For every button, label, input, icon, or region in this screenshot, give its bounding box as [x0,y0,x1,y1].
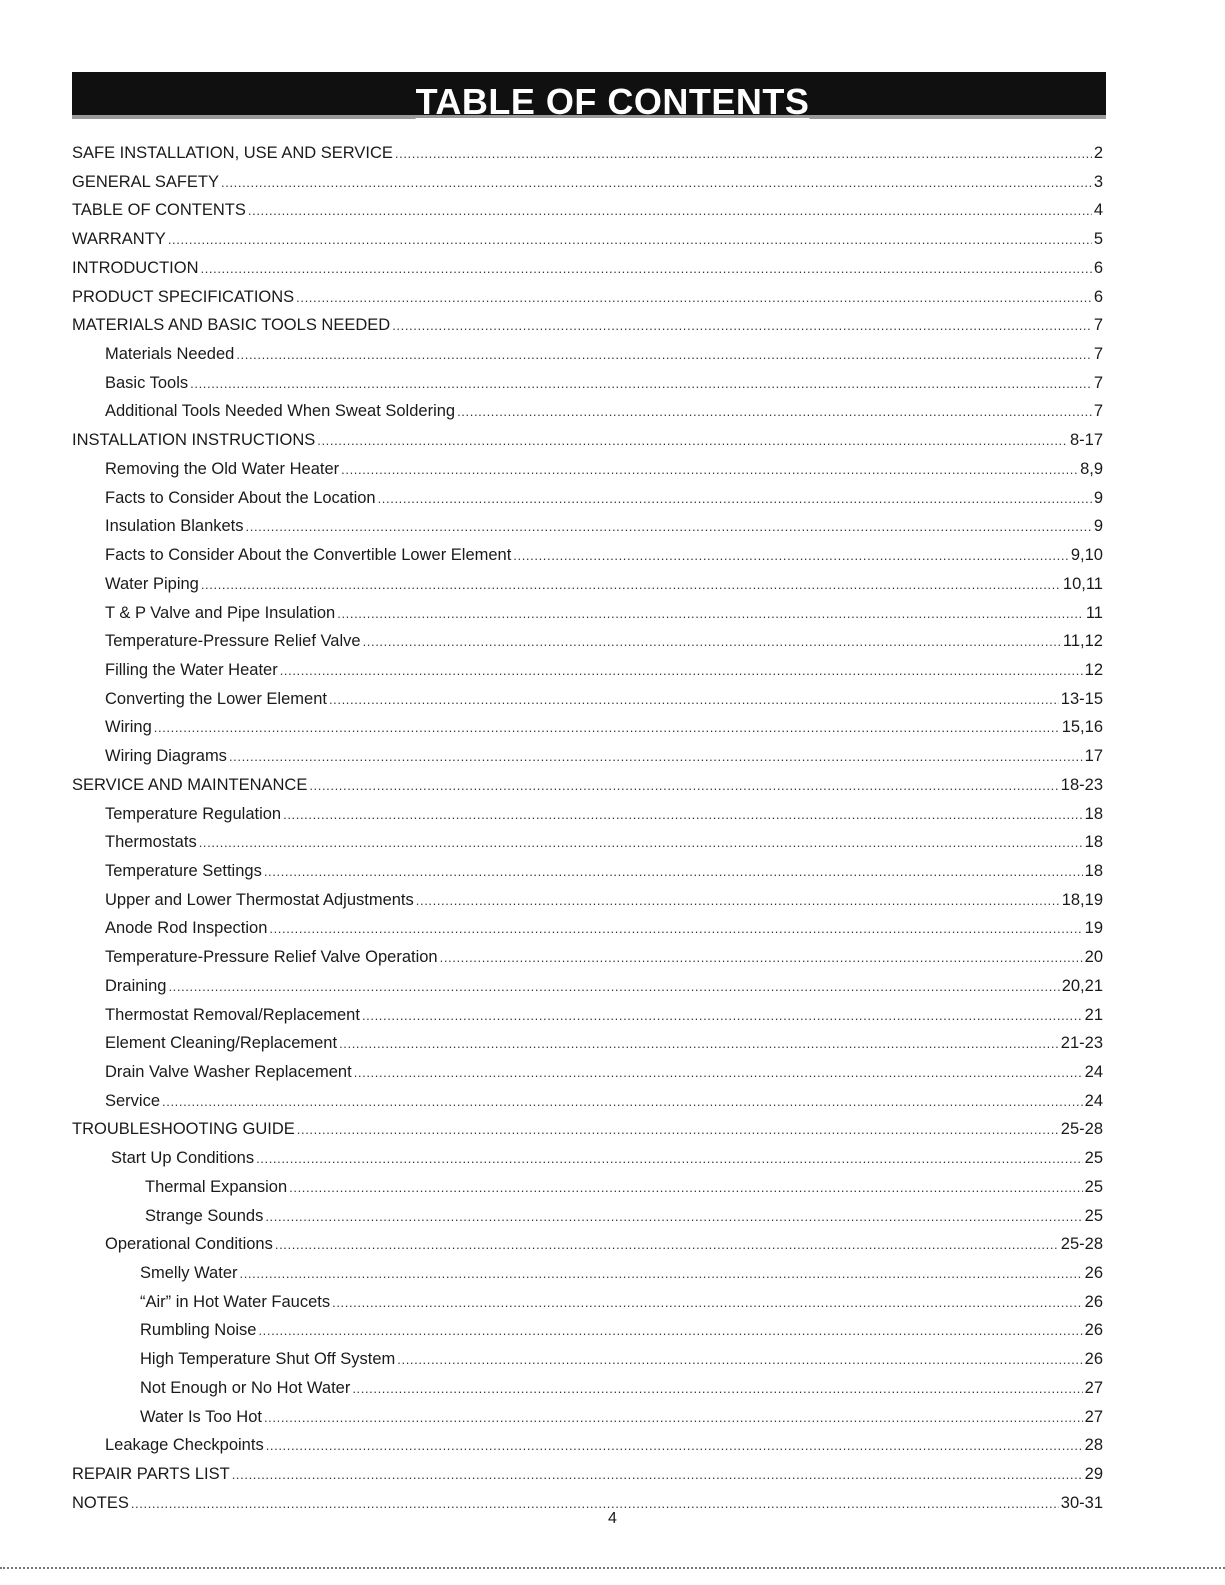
dot-leader [258,1317,1082,1345]
toc-entry-page: 27 [1084,1407,1103,1426]
dot-leader [397,1346,1082,1374]
toc-entry-label: Water Piping [105,574,199,593]
toc-entry[interactable] [72,311,1103,340]
toc-entry-page: 18-23 [1060,775,1103,794]
toc-entry-label: MATERIALS AND BASIC TOOLS NEEDED [72,316,391,335]
toc-entry-label: Facts to Consider About the Convertible Lower Element [105,546,512,565]
dot-leader [440,944,1083,972]
toc-entry-page: 29 [1084,1465,1103,1484]
toc-entry-page: 7 [1093,316,1103,335]
toc-entry-page: 28 [1084,1436,1103,1455]
dot-leader [246,513,1092,541]
toc-entry-page: 26 [1084,1292,1103,1311]
toc-entry-label: Temperature Regulation [105,804,282,823]
toc-entry-label: Basic Tools [105,373,189,392]
toc-entry[interactable] [72,426,1103,455]
toc-entry[interactable] [72,196,1103,225]
toc-entry[interactable] [72,771,1103,800]
toc-entry-page: 24 [1084,1063,1103,1081]
toc-entry-page: 5 [1093,230,1103,249]
toc-entry-page: 9 [1093,517,1103,536]
toc-entry[interactable] [72,283,1103,312]
toc-entry[interactable] [72,1431,1103,1460]
toc-entry[interactable] [72,886,1103,915]
toc-entry-page: 11 [1085,603,1103,622]
toc-entry-label: Insulation Blankets [105,517,244,536]
dot-leader [269,915,1082,943]
dot-leader [332,1289,1083,1317]
toc-entry-label: Temperature-Pressure Relief Valve Operation [105,948,438,967]
dot-leader [392,312,1092,340]
toc-entry-page: 26 [1084,1264,1103,1283]
dot-leader [296,284,1092,312]
toc-entry-label: Smelly Water [140,1264,238,1283]
toc-entry[interactable] [72,541,1103,570]
toc-entry-page: 25 [1084,1177,1103,1196]
toc-entry-label: Start Up Conditions [111,1149,255,1168]
toc-entry-page: 18 [1084,804,1103,823]
toc-entry-page: 27 [1084,1378,1103,1397]
toc-entry[interactable] [72,512,1103,541]
toc-entry-label: GENERAL SAFETY [72,172,220,191]
dot-leader [201,255,1092,283]
toc-entry-page: 7 [1093,402,1103,421]
toc-entry-label: Water Is Too Hot [140,1407,262,1426]
toc-entry-label: PRODUCT SPECIFICATIONS [72,287,295,306]
toc-entry-label: Wiring Diagrams [105,747,227,766]
toc-entry-page: 24 [1084,1091,1103,1110]
dot-leader [199,829,1083,857]
dot-leader [513,542,1069,570]
toc-entry[interactable] [72,397,1103,426]
toc-entry-label: Service [105,1091,161,1110]
toc-entry[interactable] [72,455,1103,484]
toc-entry[interactable] [72,742,1103,771]
toc-entry-page: 13-15 [1060,689,1103,708]
toc-entry-label: Anode Rod Inspection [105,919,268,938]
toc-entry-page: 21-23 [1060,1034,1103,1053]
toc-entry-page: 11,12 [1062,632,1103,651]
toc-entry-page: 26 [1084,1350,1103,1369]
toc-entry-label: Leakage Checkpoints [105,1436,264,1455]
toc-entry-label: Temperature-Pressure Relief Valve [105,632,361,651]
toc-entry-label: Converting the Lower Element [105,689,327,708]
dot-leader [190,370,1092,398]
toc-entry[interactable] [72,857,1103,886]
dot-leader [201,571,1061,599]
toc-entry[interactable] [72,570,1103,599]
toc-entry-label: Thermostats [105,833,197,852]
toc-entry-label: Draining [105,976,167,995]
toc-entry-label: Temperature Settings [105,861,262,880]
dot-leader [240,1260,1083,1288]
toc-entry[interactable] [72,599,1103,628]
dot-leader [264,1404,1083,1432]
toc-entry-label: Facts to Consider About the Location [105,488,376,507]
dot-leader [256,1145,1083,1173]
dot-leader [232,1461,1083,1489]
toc-entry-label: INSTALLATION INSTRUCTIONS [72,431,316,450]
toc-entry[interactable] [72,1202,1103,1231]
toc-entry-label: TABLE OF CONTENTS [72,201,246,220]
dot-leader [317,427,1068,455]
toc-entry[interactable] [72,1087,1103,1116]
toc-entry[interactable] [72,254,1103,283]
toc-entry-page: 8-17 [1069,431,1103,450]
toc-entry[interactable] [72,627,1103,656]
toc-entry-page: 9,10 [1070,546,1103,565]
toc-entry[interactable] [72,1173,1103,1202]
dot-leader [457,398,1092,426]
dot-leader [229,743,1083,771]
dot-leader [221,169,1092,197]
toc-entry[interactable] [72,1288,1103,1317]
toc-entry-page: 25-28 [1060,1120,1103,1139]
toc-entry[interactable] [72,1345,1103,1374]
toc-entry[interactable] [72,972,1103,1001]
toc-entry[interactable] [72,1374,1103,1403]
toc-entry[interactable] [72,1029,1103,1058]
page-title: TABLE OF CONTENTS [415,81,810,122]
toc-entry[interactable] [72,1058,1103,1087]
toc-entry-label: Materials Needed [105,345,235,364]
dot-leader [362,1002,1083,1030]
dot-leader [236,341,1091,369]
toc-entry-label: Thermal Expansion [145,1177,288,1196]
toc-entry-page: 17 [1084,747,1103,766]
toc-entry-label: Thermostat Removal/Replacement [105,1005,360,1024]
dot-leader [352,1375,1082,1403]
toc-entry-page: 30-31 [1060,1493,1103,1512]
toc-entry-label: Operational Conditions [105,1235,273,1254]
toc-entry[interactable] [72,340,1103,369]
toc-entry[interactable] [72,484,1103,513]
toc-entry-page: 25 [1084,1149,1103,1168]
toc-entry[interactable] [72,685,1103,714]
toc-entry-label: “Air” in Hot Water Faucets [140,1292,331,1311]
toc-entry-label: WARRANTY [72,230,166,249]
toc-entry[interactable] [72,1144,1103,1173]
dot-leader [266,1432,1083,1460]
toc-entry-page: 12 [1084,660,1103,679]
toc-entry-label: TROUBLESHOOTING GUIDE [72,1120,295,1139]
dot-leader [265,1203,1082,1231]
dot-leader [168,973,1059,1001]
toc-entry-label: REPAIR PARTS LIST [72,1465,230,1484]
toc-entry[interactable] [72,369,1103,398]
dot-leader [248,197,1092,225]
toc-entry-label: Filling the Water Heater [105,660,278,679]
toc-entry-label: Not Enough or No Hot Water [140,1378,351,1397]
toc-entry-page: 7 [1093,373,1103,392]
toc-entry-label: Element Cleaning/Replacement [105,1034,338,1053]
dot-leader [339,1030,1059,1058]
toc-entry[interactable] [72,828,1103,857]
toc-entry-label: Strange Sounds [145,1206,264,1225]
toc-entry-page: 6 [1093,258,1103,277]
toc-entry-page: 7 [1093,345,1103,364]
toc-entry-page: 6 [1093,287,1103,306]
page-number: 4 [608,1510,617,1527]
toc-entry-label: T & P Valve and Pipe Insulation [105,603,336,622]
toc-entry-label: Drain Valve Washer Replacement [105,1063,352,1081]
toc-entry[interactable] [72,1460,1103,1489]
toc-entry[interactable] [72,1001,1103,1030]
dot-leader [354,1059,1083,1087]
dot-leader [416,887,1060,915]
toc-entry-page: 20,21 [1061,976,1103,995]
toc-entry-label: INTRODUCTION [72,258,199,277]
dot-leader [363,628,1061,656]
toc-entry-page: 3 [1093,172,1103,191]
toc-entry-label: Wiring [105,718,152,737]
toc-entry-page: 9 [1093,488,1103,507]
toc-entry[interactable] [72,1403,1103,1432]
toc-entry[interactable] [72,139,1103,168]
toc-entry[interactable] [72,914,1103,943]
toc-entry-page: 18,19 [1061,890,1103,909]
toc-entry-page: 18 [1084,861,1103,880]
dot-leader [337,600,1084,628]
toc-entry-page: 18 [1084,833,1103,852]
dot-leader [309,772,1058,800]
toc-entry[interactable] [72,713,1103,742]
dot-leader [283,801,1083,829]
dot-leader [168,226,1092,254]
bottom-divider [0,1567,1225,1571]
toc-entry[interactable] [72,800,1103,829]
toc-entry[interactable] [72,1259,1103,1288]
table-of-contents [72,139,1103,1518]
dot-leader [378,485,1092,513]
toc-entry[interactable] [72,943,1103,972]
toc-entry-page: 15,16 [1061,718,1103,737]
toc-entry-label: High Temperature Shut Off System [140,1350,396,1369]
toc-entry[interactable] [72,656,1103,685]
toc-entry-page: 25 [1084,1206,1103,1225]
dot-leader [162,1088,1083,1116]
toc-entry-page: 10,11 [1062,574,1103,593]
toc-entry[interactable] [72,1316,1103,1345]
dot-leader [341,456,1078,484]
toc-entry-label: Rumbling Noise [140,1321,257,1340]
toc-entry-page: 21 [1084,1005,1103,1024]
toc-entry-label: Upper and Lower Thermostat Adjustments [105,890,414,909]
toc-entry-page: 2 [1093,144,1103,162]
toc-entry-label: Removing the Old Water Heater [105,459,340,478]
dot-leader [275,1231,1059,1259]
dot-leader [280,657,1083,685]
toc-entry-page: 8,9 [1080,459,1103,478]
toc-entry[interactable] [72,1230,1103,1259]
toc-entry-page: 4 [1093,201,1103,220]
toc-entry-page: 19 [1084,919,1103,938]
toc-entry-page: 25-28 [1060,1235,1103,1254]
toc-entry-page: 26 [1084,1321,1103,1340]
dot-leader [154,714,1060,742]
toc-entry-label: SERVICE AND MAINTENANCE [72,775,308,794]
dot-leader [264,858,1083,886]
toc-entry-label: SAFE INSTALLATION, USE AND SERVICE [72,144,393,162]
dot-leader [395,140,1092,168]
toc-entry-page: 20 [1084,948,1103,967]
toc-entry-label: NOTES [72,1493,129,1512]
dot-leader [297,1116,1059,1144]
toc-entry[interactable] [72,225,1103,254]
dot-leader [289,1174,1082,1202]
toc-entry-label: Additional Tools Needed When Sweat Soldering [105,402,456,421]
toc-entry[interactable] [72,168,1103,197]
dot-leader [329,686,1059,714]
toc-entry[interactable] [72,1115,1103,1144]
